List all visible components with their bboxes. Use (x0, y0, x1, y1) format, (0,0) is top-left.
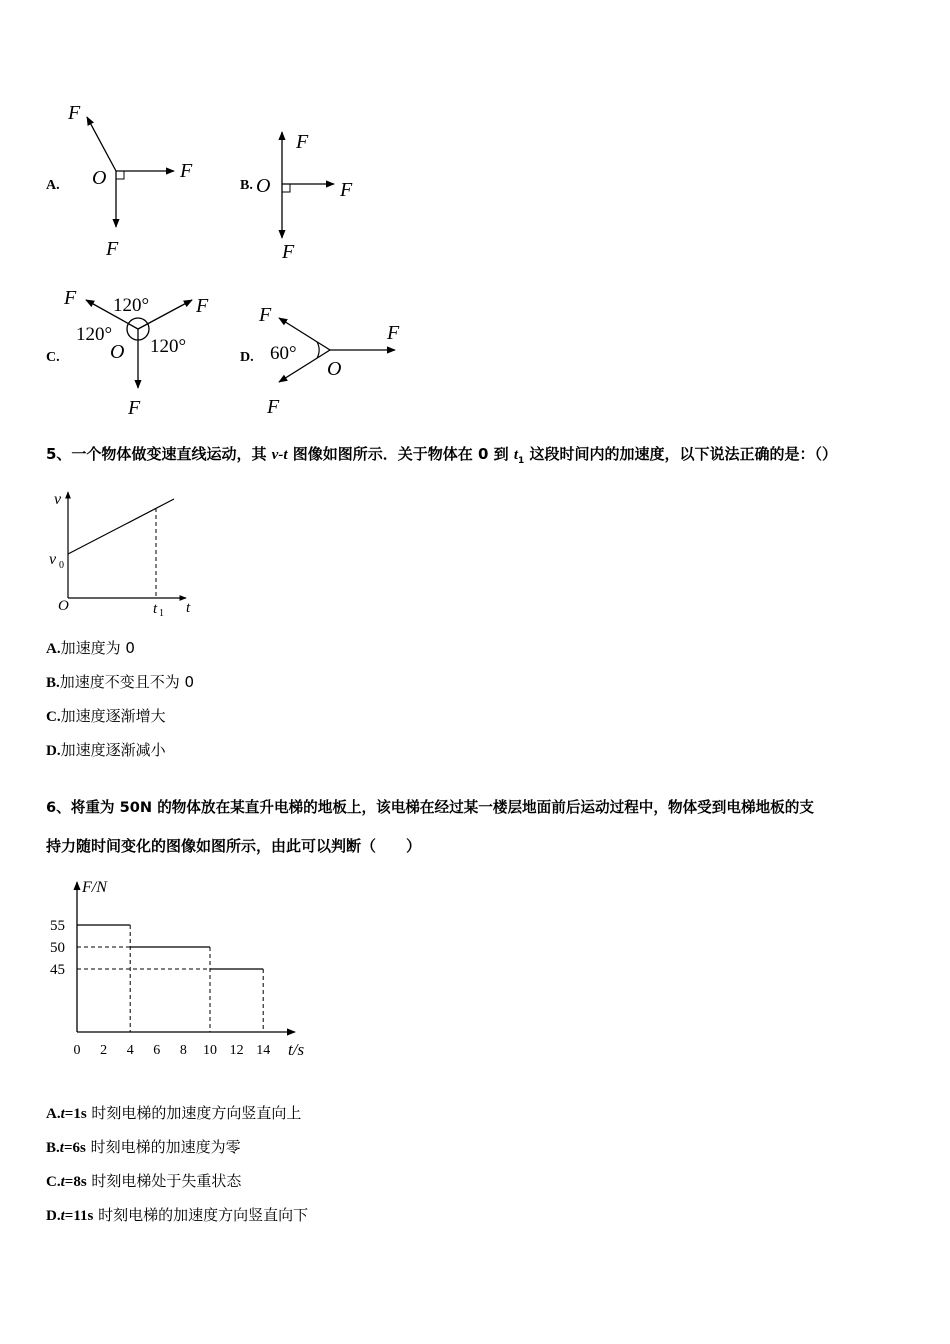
diagram-option-c (60, 282, 230, 422)
y-tick-label: 55 (50, 918, 65, 934)
x-tick-label: 8 (179, 1043, 187, 1058)
x-axis-label: t/s (288, 1040, 305, 1059)
origin-label: O (110, 341, 125, 363)
force-label: F (267, 396, 280, 418)
y-tick-label: 45 (50, 962, 65, 978)
angle-label: 120° (113, 295, 150, 316)
x-tick-label: 0 (73, 1043, 81, 1058)
svg-text:1: 1 (159, 608, 164, 619)
x-tick-label: 4 (126, 1043, 134, 1058)
force-label: F (68, 102, 81, 124)
force-label: F (64, 287, 77, 309)
svg-text:t: t (153, 601, 158, 617)
angle-label: 60° (270, 343, 297, 364)
plot-area (50, 918, 270, 1058)
q5-choice-b[interactable]: B.加速度不变且不为 0 (46, 673, 195, 691)
x-tick-label: 10 (203, 1043, 217, 1058)
x-tick-label: 2 (100, 1043, 108, 1058)
force-time-chart (40, 870, 320, 1065)
force-label: F (128, 397, 141, 419)
q5-choice-d[interactable]: D.加速度逐渐减小 (46, 741, 166, 759)
q6-choice-d[interactable]: D.t=11s 时刻电梯的加速度方向竖直向下 (46, 1206, 309, 1224)
question-6-stem-line2: 持力随时间变化的图像如图所示，由此可以判断（ ） (46, 837, 422, 855)
angle-label: 120° (76, 324, 113, 345)
diagram-option-b (250, 120, 380, 270)
q5-choice-a[interactable]: A.加速度为 0 (46, 639, 135, 657)
q5-choice-c[interactable]: C.加速度逐渐增大 (46, 707, 166, 725)
origin-label: O (92, 167, 107, 189)
diagram-option-d (255, 295, 415, 420)
force-label: F (196, 295, 209, 317)
svg-text:v: v (49, 551, 57, 568)
force-label: F (106, 238, 119, 260)
option-d-label: D. (240, 350, 254, 365)
x-tick-label: 6 (153, 1043, 161, 1058)
q6-choice-a[interactable]: A.t=1s 时刻电梯的加速度方向竖直向上 (46, 1104, 302, 1122)
y-axis-label: F/N (82, 879, 107, 896)
svg-text:t: t (186, 600, 191, 616)
force-label: F (387, 322, 400, 344)
x-tick-label: 12 (229, 1043, 244, 1058)
angle-label: 120° (150, 336, 187, 357)
vt-line (68, 499, 174, 554)
vt-graph (44, 484, 204, 619)
question-5-stem: 5、一个物体做变速直线运动，其 v-t 图像如图所示．关于物体在 0 到 $t_1$ 这段时间内的加速度，以下说法正确的是：（） (46, 445, 837, 466)
option-b-label: B. (240, 178, 253, 193)
svg-text:0: 0 (59, 560, 64, 571)
y-tick-label: 50 (50, 940, 65, 956)
origin-label: O (327, 358, 342, 380)
question-6-stem-line1: 6、将重为 50N 的物体放在某直升电梯的地板上，该电梯在经过某一楼层地面前后运动过程中，物体受到电梯地板的支 (46, 799, 814, 816)
force-label: F (180, 160, 193, 182)
force-label: F (259, 304, 272, 326)
force-label: F (282, 241, 295, 263)
force-label: F (340, 179, 353, 201)
svg-text:v: v (54, 491, 62, 508)
svg-text:O: O (58, 598, 69, 614)
q6-choice-b[interactable]: B.t=6s 时刻电梯的加速度为零 (46, 1138, 241, 1156)
option-c-label: C. (46, 350, 60, 365)
force-label: F (296, 131, 309, 153)
origin-label: O (256, 175, 271, 197)
diagram-option-a (60, 95, 220, 265)
x-tick-label: 14 (256, 1043, 271, 1058)
q6-choice-c[interactable]: C.t=8s 时刻电梯处于失重状态 (46, 1172, 242, 1190)
option-a-label: A. (46, 178, 60, 193)
